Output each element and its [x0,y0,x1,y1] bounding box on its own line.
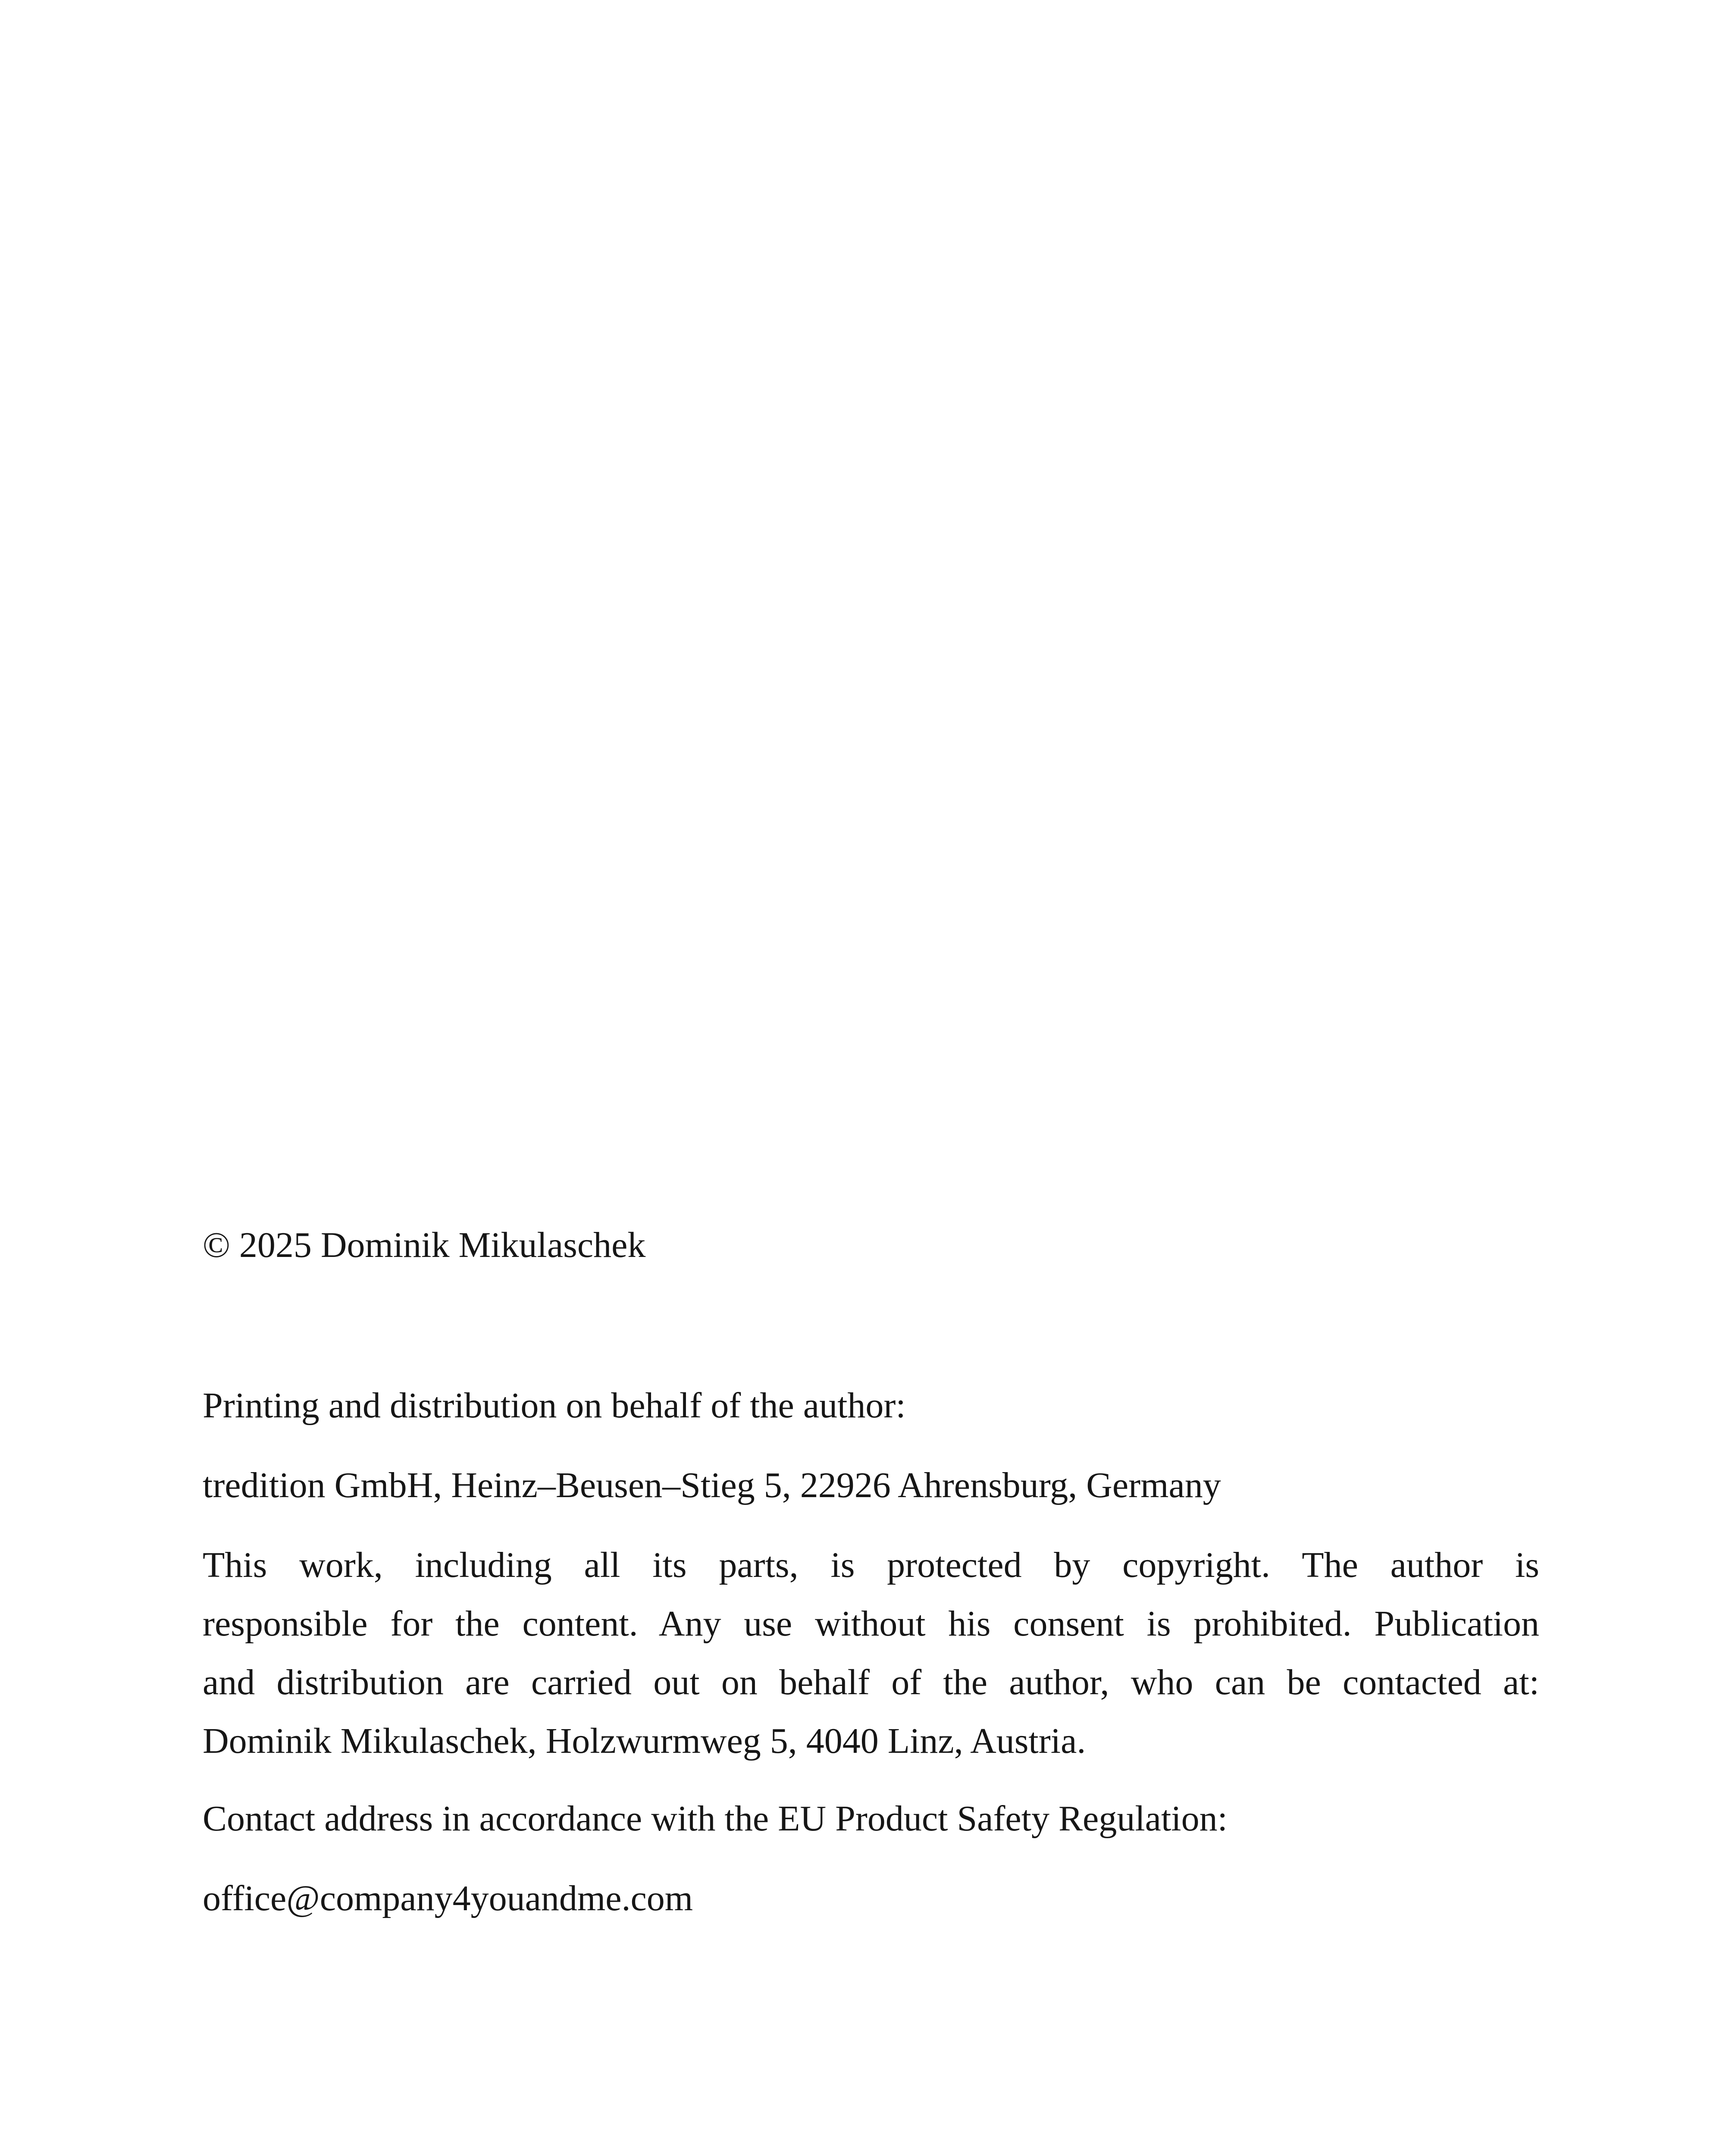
copyright-notice-paragraph [203,1536,1539,1771]
contact-email: office@company4youandme.com [203,1878,693,1918]
eu-contact-label: Contact address in accordance with the EU Product Safety Regulation: [203,1799,1228,1839]
printing-distribution-line: Printing and distribution on behalf of the author: [203,1385,906,1426]
copyright-line: © 2025 Dominik Mikulaschek [203,1225,646,1265]
copyright-notice-line: This work, including all its parts, is protected by copyright. The author is [203,1545,1539,1585]
copyright-notice-line: and distribution are carried out on behalf of the author, who can be contacted at: [203,1662,1539,1702]
publisher-address: tredition GmbH, Heinz–Beusen–Stieg 5, 22926 Ahrensburg, Germany [203,1465,1221,1505]
copyright-notice-line: responsible for the content. Any use without his consent is prohibited. Publication [203,1604,1539,1644]
copyright-notice-line: Dominik Mikulaschek, Holzwurmweg 5, 4040 Linz, Austria. [203,1721,1086,1761]
